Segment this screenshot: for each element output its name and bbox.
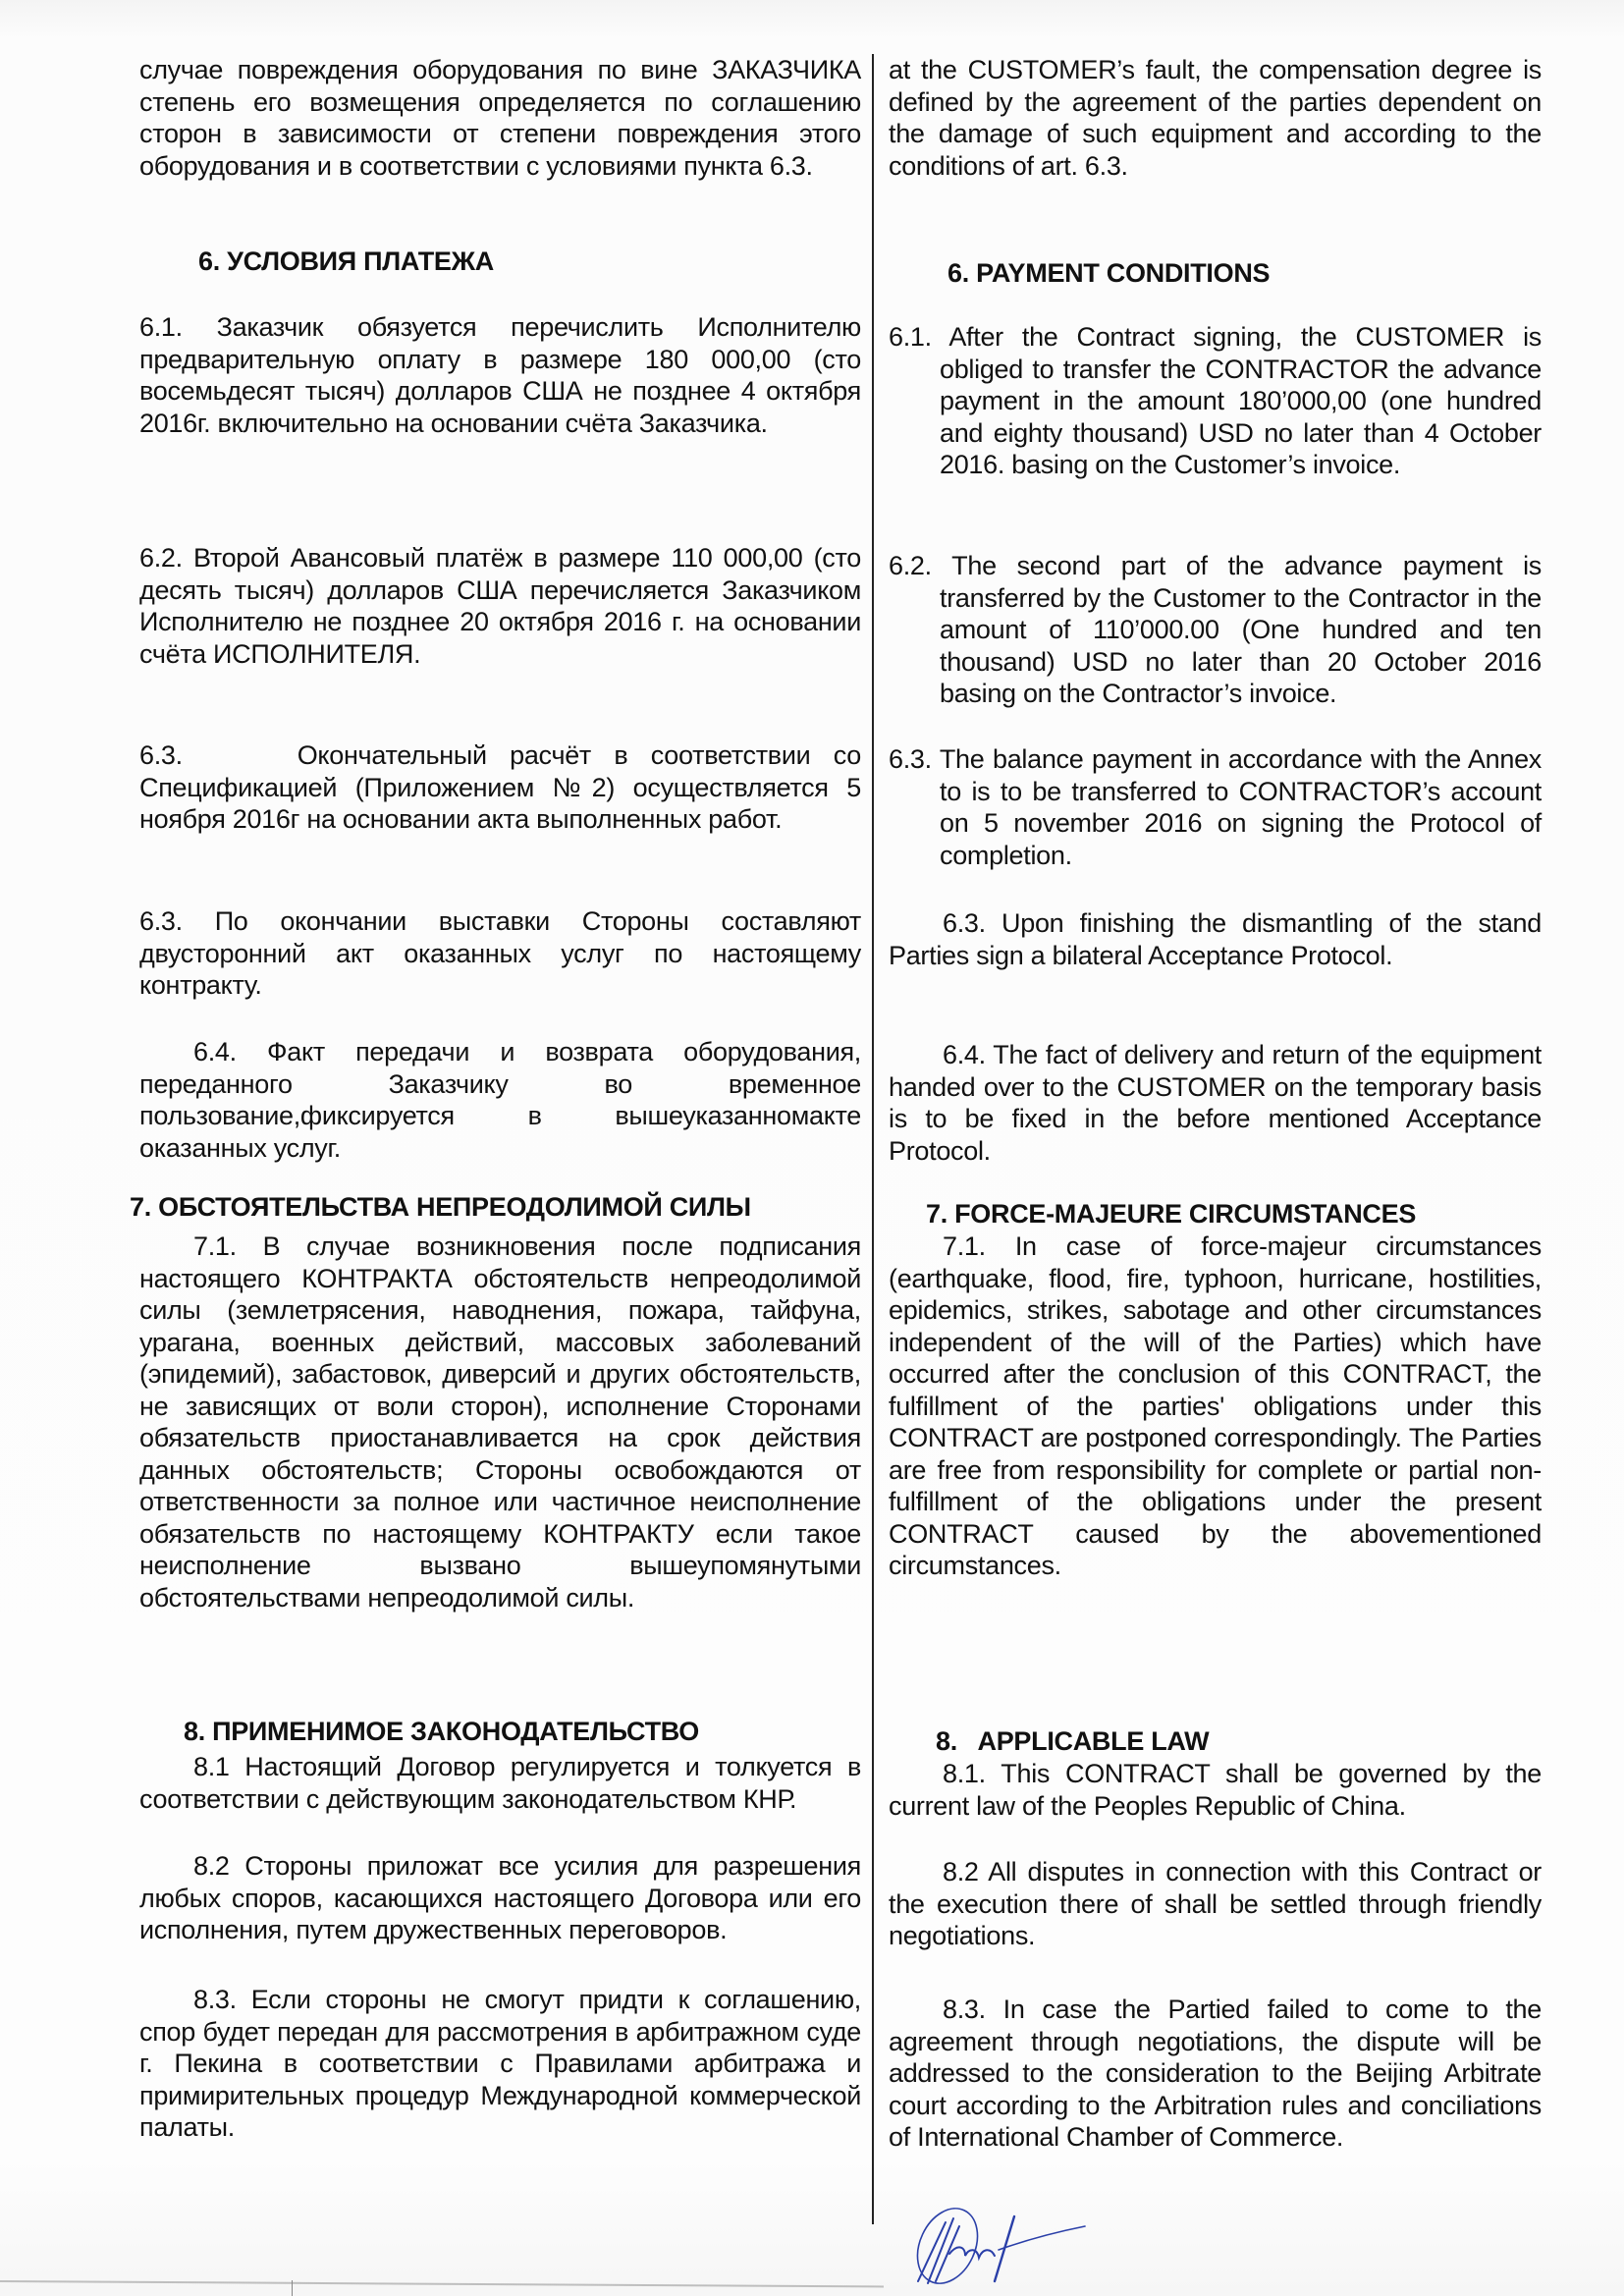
clause-7-1-en: 7.1. In case of force-majeur circumstances (earthquake, flood, fire, typhoon, hurricane, hostilities, epidemics, strikes, sabotage and other circumstances independent of the will of the Parties) which have occurred after the conclusion of this CONTRACT, the fulfillment of the parties' obligations under this CONTRACT are postponed correspondingly. The Parties are free from responsibility for complete or partial non-fulfillment of the obligations under the present CONTRACT caused by the abovementioned circumstances. bbox=[889, 1231, 1542, 1580]
clause-6-3-ru: 6.3. Окончательный расчёт в соответствии со Спецификацией (Приложением №2) осуществляется 5 ноября 2016г на основании акта выполненных работ. bbox=[139, 740, 869, 834]
scan-edge-line bbox=[0, 2280, 884, 2287]
clause-8-3-en: 8.3. In case the Partied failed to come to the agreement through negotiations, the dispute will be addressed to the consideration to the Beijing Arbitrate court according to the Arbitration rules and conciliations of International Chamber of Commerce. bbox=[889, 1995, 1542, 2152]
clause-6-3-en: 6.3. The balance payment in accordance with the Annex to is to be transferred to CONTRACTOR’s account on 5 november 2016 on signing the Protocol of completion. bbox=[889, 744, 1542, 870]
clause-8-2-en: 8.2 All disputes in connection with this Contract or the execution there of shall be settled through friendly negotiations. bbox=[889, 1857, 1542, 1950]
clause-8-1-ru: 8.1 Настоящий Договор регулируется и толкуется в соответствии с действующим законодательством КНР. bbox=[139, 1752, 861, 1814]
section-7-heading-en: 7. FORCE-MAJEURE CIRCUMSTANCES bbox=[926, 1199, 1417, 1229]
clause-8-2-ru: 8.2 Стороны приложат все усилия для разрешения любых споров, касающихся настоящего Договора или его исполнения, путем дружественных переговоров. bbox=[139, 1851, 861, 1944]
section-6-heading-en: 6. PAYMENT CONDITIONS bbox=[947, 258, 1271, 288]
handwritten-signature-icon bbox=[889, 2205, 1124, 2288]
clause-6-2-en: 6.2. The second part of the advance payment is transferred by the Customer to the Contractor in the amount of 110’000.00 (One hundred and ten thousand) USD no later than 20 October 2016 basing on the Contractor’s invoice. bbox=[889, 551, 1542, 708]
column-divider bbox=[872, 54, 874, 2224]
clause-6-1-en: 6.1. After the Contract signing, the CUSTOMER is obliged to transfer the CONTRACTOR the advance payment in the amount 180’000,00 (one hundred and eighty thousand) USD no later than 4 October 2016. basing on the Customer’s invoice. bbox=[889, 322, 1542, 479]
paragraph-continuation-en: at the CUSTOMER’s fault, the compensation degree is defined by the agreement of the parties dependent on the damage of such equipment and according to the conditions of art. 6.3. bbox=[889, 55, 1542, 181]
paragraph-continuation-ru: случае повреждения оборудования по вине ЗАКАЗЧИКА степень его возмещения определяется по соглашению сторон в зависимости от степени повреждения этого оборудования и в соответствии с условиями пункта 6.3. bbox=[139, 55, 861, 181]
clause-6-2-ru: 6.2. Второй Авансовый платёж в размере 110 000,00 (сто десять тысяч) долларов США перечисляется Заказчиком Исполнителю не позднее 20 октября 2016 г. на основании счёта ИСПОЛНИТЕЛЯ. bbox=[139, 543, 861, 669]
clause-6-4-en: 6.4. The fact of delivery and return of the equipment handed over to the CUSTOMER on the temporary basis is to be fixed in the before mentioned Acceptance Protocol. bbox=[889, 1040, 1542, 1166]
clause-6-4-ru: 6.4. Факт передачи и возврата оборудования, переданного Заказчику во временное пользование,фиксируется в вышеуказанномакте оказанных услуг. bbox=[139, 1037, 861, 1163]
clause-8-3-ru: 8.3. Если стороны не смогут придти к соглашению, спор будет передан для рассмотрения в арбитражном суде г. Пекина в соответствии с Правилами арбитража и примирительных процедур Международной коммерческой палаты. bbox=[139, 1985, 861, 2142]
section-8-heading-en: 8. APPLICABLE LAW bbox=[936, 1726, 1210, 1756]
clause-6-1-ru: 6.1. Заказчик обязуется перечислить Исполнителю предварительную оплату в размере 180 000,00 (сто восемьдесят тысяч) долларов США не позднее 4 октября 2016г. включительно на основании счёта Заказчика. bbox=[139, 312, 861, 438]
section-6-heading-ru: 6. УСЛОВИЯ ПЛАТЕЖА bbox=[198, 246, 494, 276]
section-8-heading-ru: 8. ПРИМЕНИМОЕ ЗАКОНОДАТЕЛЬСТВО bbox=[184, 1717, 700, 1746]
scan-edge-tick bbox=[292, 2280, 293, 2296]
clause-7-1-ru: 7.1. В случае возникновения после подписания настоящего КОНТРАКТА обстоятельств непреодолимой силы (землетрясения, наводнения, пожара, тайфуна, урагана, военных действий, массовых заболеваний (эпидемий), забастовок, диверсий и других обстоятельств, не зависящих от воли сторон), исполнение Сторонами обязательств приостанавливается на срок действия данных обстоятельств; Стороны освобождаются от ответственности за полное или частичное неисполнение обязательств по настоящему КОНТРАКТУ если такое неисполнение вызвано вышеупомянутыми обстоятельствами непреодолимой силы. bbox=[139, 1231, 861, 1613]
clause-8-1-en: 8.1. This CONTRACT shall be governed by the current law of the Peoples Republic of China. bbox=[889, 1759, 1542, 1821]
section-7-heading-ru: 7. ОБСТОЯТЕЛЬСТВА НЕПРЕОДОЛИМОЙ СИЛЫ bbox=[130, 1192, 751, 1222]
clause-6-3-acceptance-ru: 6.3. По окончании выставки Стороны составляют двусторонний акт оказанных услуг по настоящему контракту. bbox=[139, 906, 861, 1000]
clause-6-3-acceptance-en: 6.3. Upon finishing the dismantling of the stand Parties sign a bilateral Acceptance Protocol. bbox=[889, 908, 1542, 970]
